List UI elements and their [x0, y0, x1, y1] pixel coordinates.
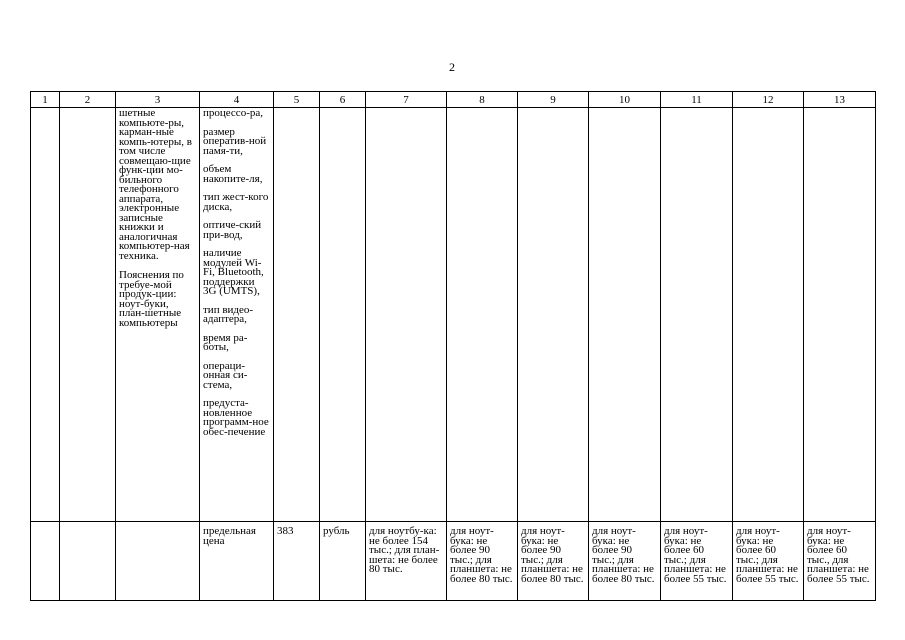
characteristics-cell: [200, 108, 274, 522]
column-header: 4: [200, 92, 274, 108]
product-explanation: Пояснения по требуе-мой продук-ции: ноут-буки, план-шетные компьютеры: [119, 269, 184, 329]
characteristic-item: тип жест-кого диска,: [203, 191, 269, 213]
characteristic-item: тип видео-адаптера,: [203, 303, 254, 325]
unit-cell: рубль: [320, 522, 366, 601]
column-header: 8: [447, 92, 518, 108]
price-value-cell: для ноут-бука: не более 90 тыс.; для планшета: не более 80 тыс.: [447, 522, 518, 601]
price-value-cell: для ноут-бука: не более 60 тыс.; для планшета: не более 55 тыс.: [733, 522, 804, 601]
characteristic-item: размер оператив-ной памя-ти,: [203, 125, 267, 157]
price-value-cell: для ноут-бука: не более 60 тыс.; для планшета: не более 55 тыс.: [661, 522, 733, 601]
table-header-row: [31, 92, 876, 108]
table-cell: [661, 108, 733, 522]
characteristic-item: время ра-боты,: [203, 331, 248, 353]
price-value-cell: для ноут-бука: не более 90 тыс.; для планшета: не более 80 тыс.: [589, 522, 661, 601]
column-header: 1: [31, 92, 60, 108]
table-row: [31, 522, 876, 601]
table-cell: [31, 522, 60, 601]
column-header: 5: [274, 92, 320, 108]
table-cell: [31, 108, 60, 522]
price-value-cell: для ноут-бука: не более 60 тыс., для планшета: не более 55 тыс.: [804, 522, 876, 601]
column-header: 12: [733, 92, 804, 108]
column-header: 3: [116, 92, 200, 108]
price-value-cell: для ноут-бука: не более 90 тыс.; для планшета: не более 80 тыс.: [518, 522, 589, 601]
table-cell: [60, 108, 116, 522]
table-cell: [589, 108, 661, 522]
page-number: 2: [449, 60, 455, 74]
column-header: 9: [518, 92, 589, 108]
table-cell: [366, 108, 447, 522]
column-header: 10: [589, 92, 661, 108]
price-value-cell: для ноутбу-ка: не более 154 тыс.; для план-шета: не более 80 тыс.: [366, 522, 447, 601]
characteristic-item: наличие модулей Wi-Fi, Bluetooth, поддержки 3G (UMTS),: [203, 247, 264, 297]
column-header: 7: [366, 92, 447, 108]
product-description: шетные компьюте-ры, карман-ные компь-ютеры, в том числе совмещаю-щие функ-ции мо-бильного телефонного аппарата, электронные записные книжки и аналогичная компьютер-ная техника.: [119, 107, 192, 262]
characteristic-item: операци-онная си-стема,: [203, 359, 248, 391]
okei-code-cell: 383: [274, 522, 320, 601]
table-cell: [804, 108, 876, 522]
product-description-cell: [116, 108, 200, 522]
column-header: 13: [804, 92, 876, 108]
characteristic-item: процессо-ра,: [203, 107, 263, 119]
table-cell: [733, 108, 804, 522]
characteristic-item: оптиче-ский при-вод,: [203, 219, 262, 241]
price-characteristic-cell: предельная цена: [200, 522, 274, 601]
table-row: [31, 108, 876, 522]
table-cell: [518, 108, 589, 522]
column-header: 2: [60, 92, 116, 108]
characteristic-item: объем накопите-ля,: [203, 163, 263, 185]
column-header: 6: [320, 92, 366, 108]
table-cell: [274, 108, 320, 522]
table-cell: [60, 522, 116, 601]
characteristic-item: предуста-новленное программ-ное обес-печение: [203, 397, 269, 438]
requirements-table: [30, 91, 876, 601]
table-cell: [447, 108, 518, 522]
table-cell: [116, 522, 200, 601]
table-cell: [320, 108, 366, 522]
column-header: 11: [661, 92, 733, 108]
